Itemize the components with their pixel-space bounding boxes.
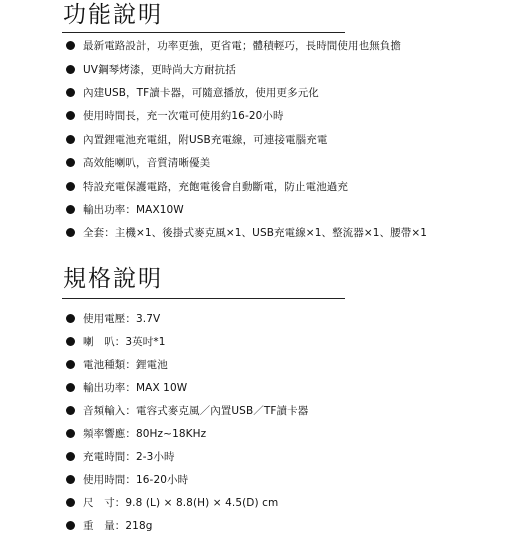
bullet-icon xyxy=(66,521,75,530)
feature-item xyxy=(66,174,427,197)
feature-item-text: 內建USB，TF讀卡器，可隨意播放，使用更多元化 xyxy=(83,86,319,99)
spec-item-text: 輸出功率：MAX 10W xyxy=(83,382,188,394)
spec-item-text: 尺 寸：9.8 (L) × 8.8(H) × 4.5(D) cm xyxy=(83,497,279,509)
spec-item xyxy=(66,514,308,537)
bullet-icon xyxy=(66,88,75,97)
feature-item xyxy=(66,34,427,57)
feature-item xyxy=(66,57,427,80)
bullet-icon xyxy=(66,360,75,369)
bullet-icon xyxy=(66,383,75,392)
features-list xyxy=(66,34,427,245)
feature-item xyxy=(66,81,427,104)
feature-item xyxy=(66,128,427,151)
spec-item xyxy=(66,307,308,330)
feature-item-text: 全套：主機×1、後掛式麥克風×1、USB充電線×1、整流器×1、腰帶×1 xyxy=(83,227,428,240)
feature-item-text: 使用時間長，充一次電可使用約16-20小時 xyxy=(83,110,284,123)
spec-item xyxy=(66,376,308,399)
spec-item-text: 重 量：218g xyxy=(83,520,153,532)
bullet-icon xyxy=(66,498,75,507)
feature-item xyxy=(66,198,427,221)
spec-item-text: 頻率響應：80Hz~18KHz xyxy=(83,428,207,440)
feature-item-text: 輸出功率：MAX10W xyxy=(83,203,184,216)
spec-item-text: 電池種類：鋰電池 xyxy=(83,359,168,371)
feature-item xyxy=(66,221,427,244)
spec-item xyxy=(66,353,308,376)
bullet-icon xyxy=(66,158,75,167)
feature-item-text: 內置鋰電池充電組，附USB充電線，可連接電腦充電 xyxy=(83,133,328,146)
specs-title-rule xyxy=(62,298,345,299)
bullet-icon xyxy=(66,337,75,346)
feature-item xyxy=(66,104,427,127)
bullet-icon xyxy=(66,205,75,214)
features-title: 功能說明 xyxy=(63,2,163,28)
bullet-icon xyxy=(66,429,75,438)
spec-item-text: 使用電壓：3.7V xyxy=(83,313,161,325)
bullet-icon xyxy=(66,41,75,50)
spec-item-text: 使用時間：16-20小時 xyxy=(83,474,189,486)
bullet-icon xyxy=(66,65,75,74)
spec-item xyxy=(66,491,308,514)
bullet-icon xyxy=(66,314,75,323)
feature-item-text: 最新電路設計，功率更強，更省電；體積輕巧，長時間使用也無負擔 xyxy=(83,40,401,53)
spec-item xyxy=(66,330,308,353)
feature-item xyxy=(66,151,427,174)
bullet-icon xyxy=(66,475,75,484)
bullet-icon xyxy=(66,182,75,191)
feature-item-text: 高效能喇叭，音質清晰優美 xyxy=(83,157,211,170)
spec-item-text: 充電時間：2-3小時 xyxy=(83,451,175,463)
bullet-icon xyxy=(66,452,75,461)
bullet-icon xyxy=(66,406,75,415)
spec-item-text: 音頻輸入：電容式麥克風／內置USB／TF讀卡器 xyxy=(83,405,309,417)
specs-title: 規格說明 xyxy=(63,266,163,292)
bullet-icon xyxy=(66,228,75,237)
features-title-rule xyxy=(62,32,345,33)
spec-item xyxy=(66,445,308,468)
specs-list xyxy=(66,307,308,537)
spec-item-text: 喇 叭：3英吋*1 xyxy=(83,336,166,348)
spec-item xyxy=(66,399,308,422)
bullet-icon xyxy=(66,135,75,144)
spec-item xyxy=(66,422,308,445)
spec-item xyxy=(66,468,308,491)
bullet-icon xyxy=(66,111,75,120)
feature-item-text: UV鋼琴烤漆，更時尚大方耐抗括 xyxy=(83,63,236,76)
feature-item-text: 特設充電保護電路，充飽電後會自動斷電，防止電池過充 xyxy=(83,180,348,193)
